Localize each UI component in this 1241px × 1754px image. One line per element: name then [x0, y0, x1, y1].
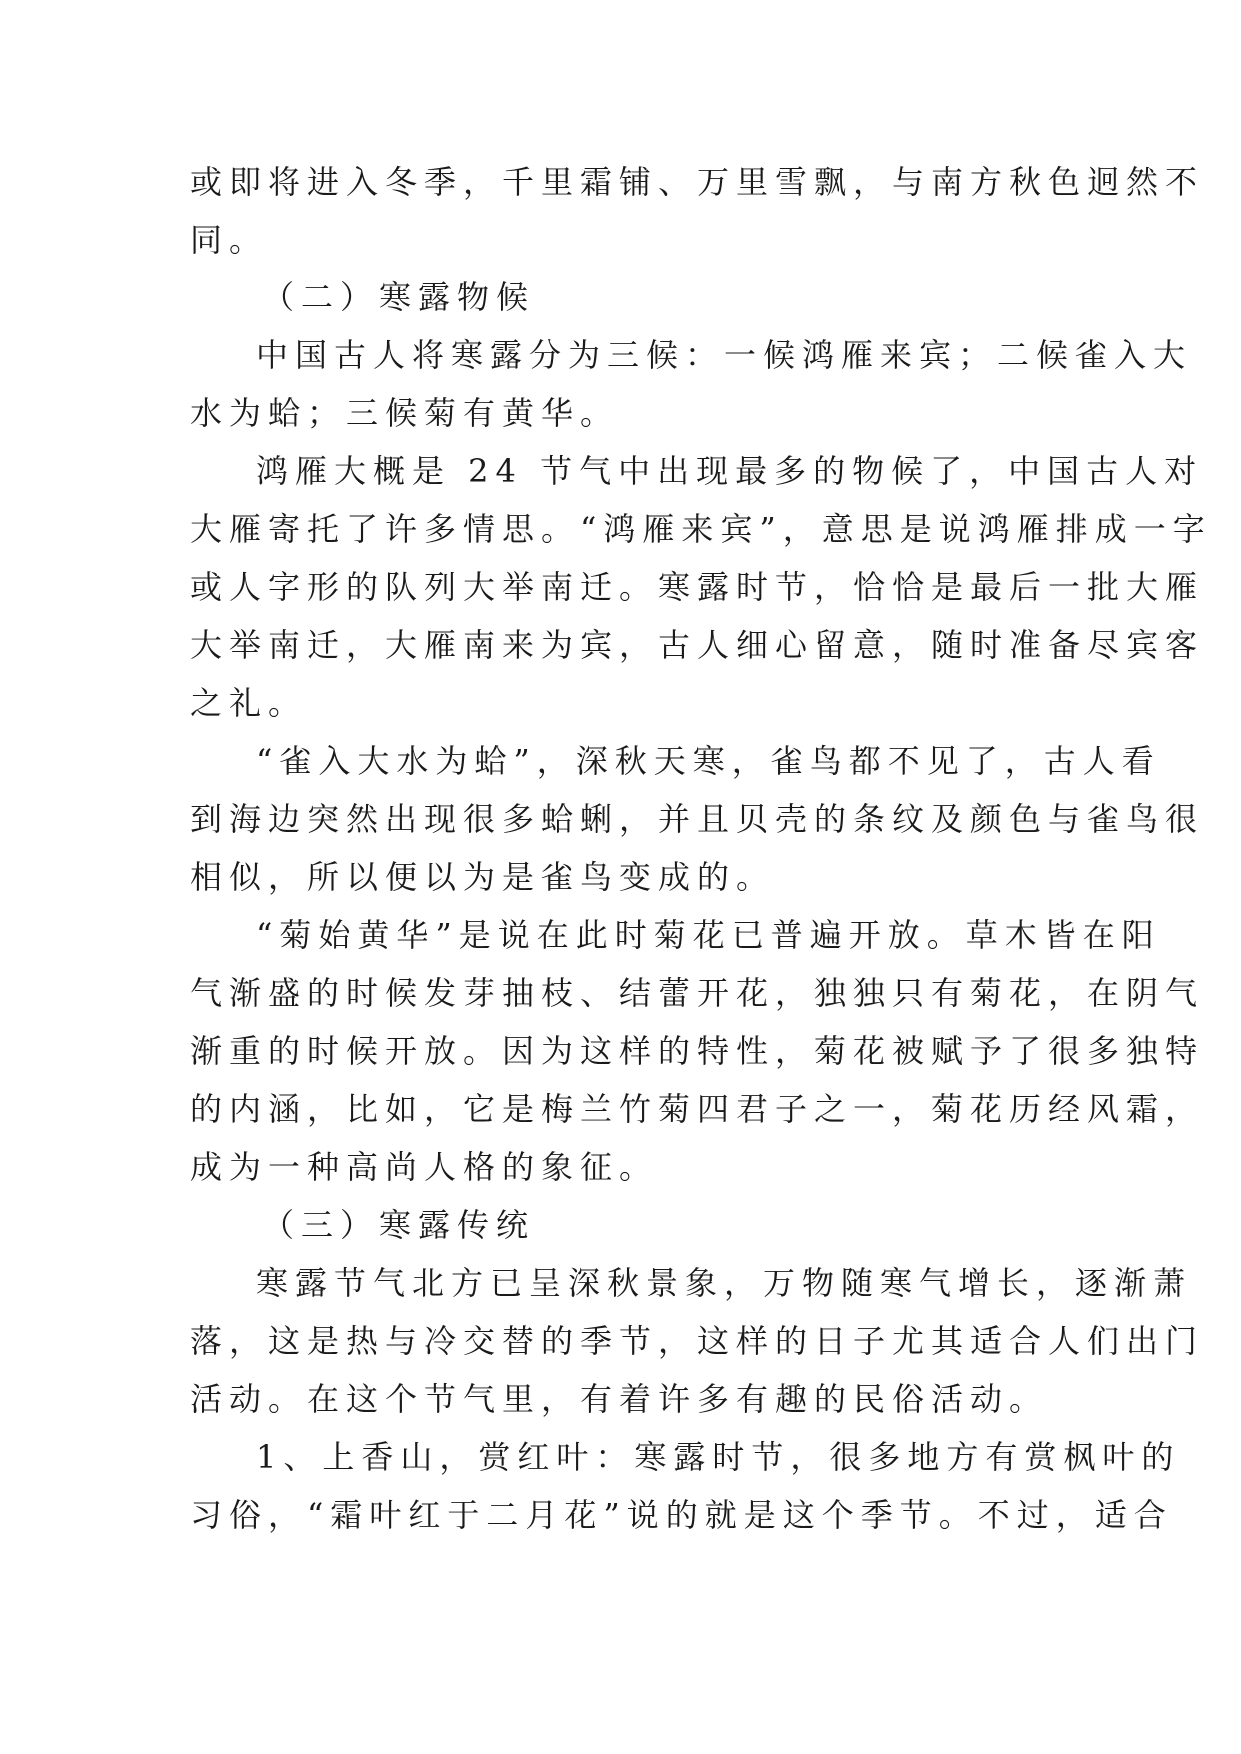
body-line: “菊始黄华”是说在此时菊花已普遍开放。草木皆在阳: [256, 916, 1161, 954]
body-line: 成为一种高尚人格的象征。: [190, 1148, 659, 1186]
body-line: “雀入大水为蛤”，深秋天寒，雀鸟都不见了，古人看: [256, 742, 1161, 780]
body-line: 寒露节气北方已呈深秋景象，万物随寒气增长，逐渐萧: [256, 1264, 1193, 1302]
section-heading: （二）寒露物候: [262, 278, 536, 316]
body-line: 大举南迁，大雁南来为宾，古人细心留意，随时准备尽宾客: [190, 626, 1205, 664]
body-line: 落，这是热与冷交替的季节，这样的日子尤其适合人们出门: [190, 1322, 1205, 1360]
body-line: 鸿雁大概是 24 节气中出现最多的物候了，中国古人对: [256, 452, 1204, 490]
body-line: 相似，所以便以为是雀鸟变成的。: [190, 858, 776, 896]
body-line: 同。: [190, 221, 269, 259]
body-line: 之礼。: [190, 684, 308, 722]
body-line: 渐重的时候开放。因为这样的特性，菊花被赋予了很多独特: [190, 1032, 1205, 1070]
body-line: 习俗，“霜叶红于二月花”说的就是这个季节。不过，适合: [190, 1496, 1173, 1534]
body-line: 中国古人将寒露分为三候：一候鸿雁来宾；二候雀入大: [256, 336, 1193, 374]
body-line: 1、上香山，赏红叶：寒露时节，很多地方有赏枫叶的: [256, 1438, 1181, 1476]
body-line: 活动。在这个节气里，有着许多有趣的民俗活动。: [190, 1380, 1049, 1418]
section-heading: （三）寒露传统: [262, 1206, 536, 1244]
body-line: 或即将进入冬季，千里霜铺、万里雪飘，与南方秋色迥然不: [190, 163, 1205, 201]
body-line: 或人字形的队列大举南迁。寒露时节，恰恰是最后一批大雁: [190, 568, 1205, 606]
body-line: 气渐盛的时候发芽抽枝、结蕾开花，独独只有菊花，在阴气: [190, 974, 1205, 1012]
body-line: 水为蛤；三候菊有黄华。: [190, 394, 620, 432]
body-line: 的内涵，比如，它是梅兰竹菊四君子之一，菊花历经风霜，: [190, 1090, 1205, 1128]
body-line: 到海边突然出现很多蛤蜊，并且贝壳的条纹及颜色与雀鸟很: [190, 800, 1205, 838]
body-line: 大雁寄托了许多情思。“鸿雁来宾”，意思是说鸿雁排成一字: [190, 510, 1212, 548]
